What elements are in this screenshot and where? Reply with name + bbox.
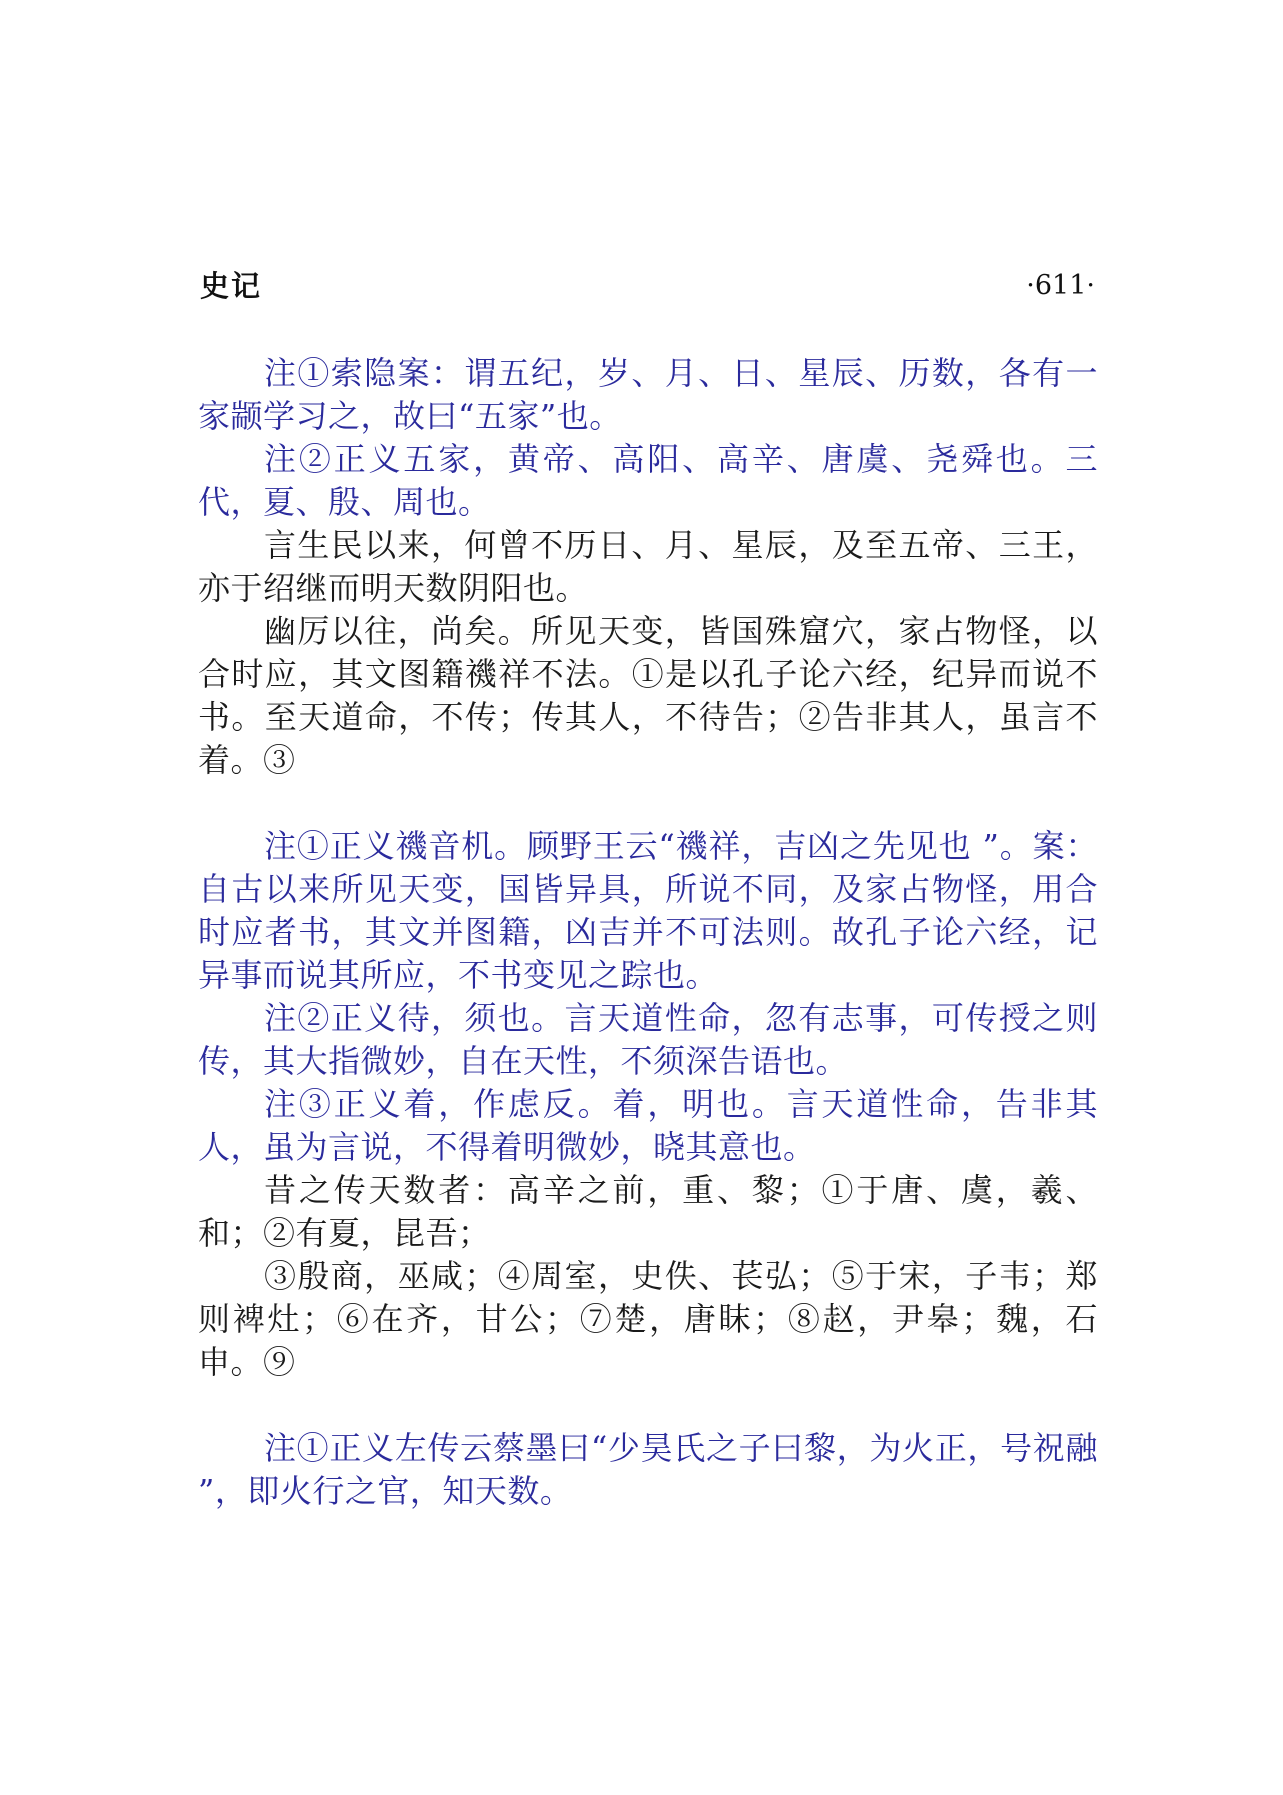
note-paragraph: 注①索隐案：谓五纪，岁、月、日、星辰、历数，各有一家颛学习之，故曰“五家”也。 [198, 354, 1098, 435]
note-paragraph: 注①正义左传云蔡墨曰“少昊氏之子曰黎，为火正，号祝融 ”，即火行之官，知天数。 [198, 1429, 1098, 1510]
body-text [198, 352, 1098, 1513]
note-paragraph: 注②正义五家，黄帝、高阳、高辛、唐虞、尧舜也。三代，夏、殷、周也。 [198, 440, 1098, 521]
section-gap [198, 782, 1098, 825]
note-paragraph: 注①正义禨音机。顾野王云“禨祥，吉凶之先见也 ”。案：自古以来所见天变，国皆异具，所说不同，及家占物怪，用合时应者书，其文并图籍，凶吉并不可法则。故孔子论六经，记异事而说其所应，不书变见之踪也。 [198, 827, 1098, 994]
section-gap [198, 1384, 1098, 1427]
main-paragraph: 言生民以来，何曾不历日、月、星辰，及至五帝、三王，亦于绍继而明天数阴阳也。 [198, 526, 1098, 607]
page-header [200, 266, 1095, 306]
note-paragraph: 注②正义待，须也。言天道性命，忽有志事，可传授之则传，其大指微妙，自在天性，不须深告语也。 [198, 999, 1098, 1080]
page-number: ·611· [1026, 270, 1095, 301]
main-paragraph: 幽厉以往，尚矣。所见天变，皆国殊窟穴，家占物怪，以合时应，其文图籍禨祥不法。①是以孔子论六经，纪异而说不书。至天道命，不传；传其人，不待告；②告非其人，虽言不着。③ [198, 612, 1098, 779]
main-paragraph: 昔之传天数者：高辛之前，重、黎；①于唐、虞，羲、和；②有夏，昆吾； [198, 1171, 1098, 1252]
note-paragraph: 注③正义着，作虑反。着，明也。言天道性命，告非其人，虽为言说，不得着明微妙，晓其意也。 [198, 1085, 1098, 1166]
main-paragraph: ③殷商，巫咸；④周室，史佚、苌弘；⑤于宋，子韦；郑则裨灶；⑥在齐，甘公；⑦楚，唐眜；⑧赵，尹皋；魏，石申。⑨ [198, 1257, 1098, 1381]
book-title: 史记 [200, 269, 263, 303]
